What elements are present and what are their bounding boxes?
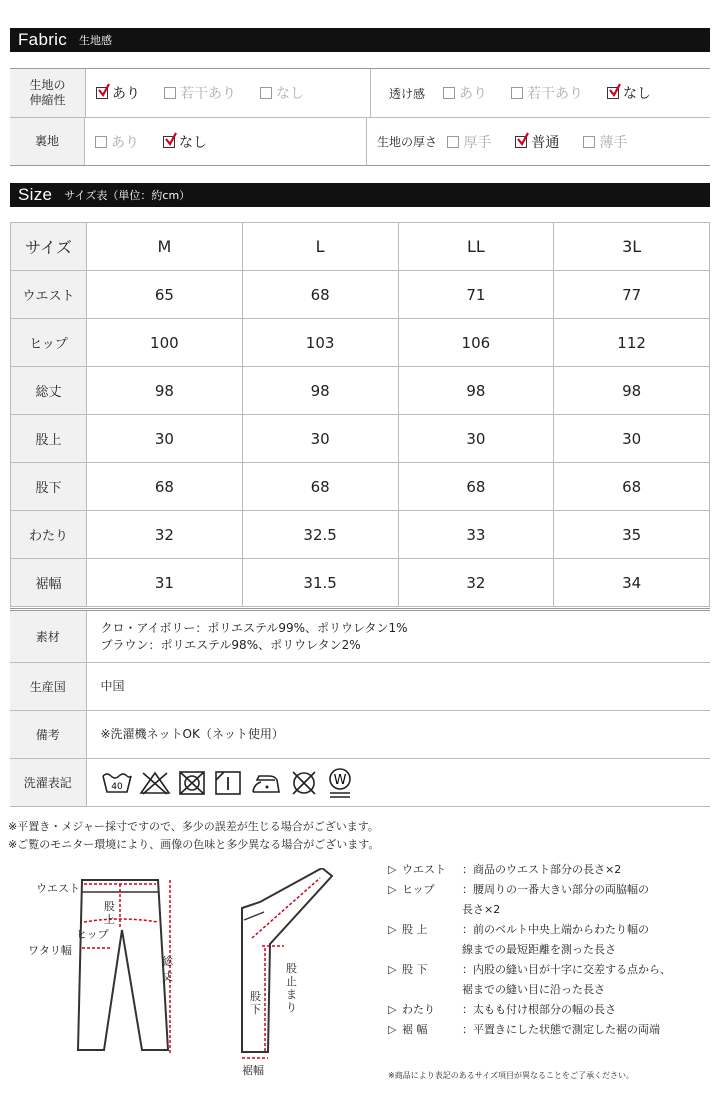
- size-row: [11, 415, 710, 463]
- fabric-label: 透け感: [388, 86, 425, 101]
- checkmark-icon: [609, 83, 621, 97]
- definition-cont: 線までの最短距離を測った長さ: [462, 943, 616, 956]
- fabric-option: [607, 83, 651, 103]
- option-label: あり: [112, 86, 140, 102]
- triangle-icon: ▷: [388, 883, 397, 896]
- fabric-option: [515, 132, 559, 152]
- fabric-title: Fabric: [18, 30, 68, 49]
- fabric-header: [10, 28, 710, 52]
- fabric-label: 裏地: [10, 118, 85, 165]
- diagram-hip-label: ヒップ: [76, 928, 109, 941]
- diagram-length-label: 総丈: [162, 955, 173, 983]
- size-row: [11, 511, 710, 559]
- checkbox: [164, 87, 176, 99]
- fabric-option: [163, 132, 207, 152]
- checkmark-icon: [517, 132, 529, 146]
- size-cell: 103: [242, 319, 398, 367]
- checkbox: [515, 136, 527, 148]
- diagram-thigh-label: ワタリ幅: [28, 944, 72, 957]
- size-cell: 31.5: [242, 559, 398, 607]
- definition-item: ▷ ウエスト ： 商品のウエスト部分の長さ×2: [388, 860, 720, 880]
- size-column-1: L: [242, 223, 398, 271]
- option-label: 若干あり: [527, 86, 583, 102]
- notes-value: ※洗濯機ネットOK（ネット使用）: [86, 711, 710, 759]
- fabric-option: [447, 132, 491, 152]
- size-row: [11, 319, 710, 367]
- size-cell: 106: [398, 319, 554, 367]
- definition-item: ▷ わたり ： 太もも付け根部分の幅の長さ: [388, 1000, 720, 1020]
- option-label: 若干あり: [180, 86, 236, 102]
- size-cell: 68: [87, 463, 243, 511]
- no-bleach-icon: [139, 770, 171, 796]
- fabric-option: [95, 132, 139, 152]
- definition-key: ウエスト: [402, 863, 446, 876]
- diagram-crotch-label: 股止まり: [286, 962, 297, 1014]
- size-row: [11, 271, 710, 319]
- size-row-label: ウエスト: [11, 271, 87, 319]
- definition-text: 前のベルト中央上端からわたり幅の: [473, 923, 649, 936]
- checkbox: [96, 87, 108, 99]
- origin-label: 生産国: [10, 663, 86, 711]
- size-column-2: LL: [398, 223, 554, 271]
- checkbox: [447, 136, 459, 148]
- checkbox: [443, 87, 455, 99]
- no-tumble-dry-icon: [177, 770, 207, 796]
- diagram-hem-label: 裾幅: [242, 1064, 264, 1077]
- material-row: [10, 610, 710, 663]
- triangle-icon: ▷: [388, 963, 397, 976]
- notes-label: 備考: [10, 711, 86, 759]
- origin-value: 中国: [86, 663, 710, 711]
- size-column-0: M: [87, 223, 243, 271]
- size-cell: 30: [242, 415, 398, 463]
- triangle-icon: ▷: [388, 863, 397, 876]
- wet-clean-icon: [325, 767, 355, 799]
- size-header-label: サイズ: [11, 223, 87, 271]
- size-cell: 30: [554, 415, 710, 463]
- size-cell: 68: [398, 463, 554, 511]
- size-cell: 77: [554, 271, 710, 319]
- option-label: あり: [111, 134, 140, 151]
- checkbox: [260, 87, 272, 99]
- checkbox: [511, 87, 523, 99]
- size-row-label: 股下: [11, 463, 87, 511]
- size-row-label: ヒップ: [11, 319, 87, 367]
- fabric-option: [260, 83, 304, 103]
- definition-item: ▷ 裾 幅 ： 平置きにした状態で測定した裾の両端: [388, 1020, 720, 1040]
- size-cell: 68: [242, 463, 398, 511]
- size-header: [10, 183, 710, 207]
- fabric-row: [10, 69, 710, 117]
- size-cell: 68: [554, 463, 710, 511]
- definition-key: 股 上: [402, 923, 428, 936]
- checkmark-icon: [165, 132, 177, 146]
- size-cell: 31: [87, 559, 243, 607]
- definition-cont: 長さ×2: [462, 903, 501, 916]
- size-row-label: 裾幅: [11, 559, 87, 607]
- size-cell: 98: [398, 367, 554, 415]
- pants-front-diagram: [60, 870, 200, 1070]
- size-title: Size: [18, 185, 53, 204]
- definition-text: 商品のウエスト部分の長さ×2: [473, 863, 622, 876]
- material-label: 素材: [10, 610, 86, 663]
- wash-temp: 40: [110, 781, 123, 792]
- triangle-icon: ▷: [388, 923, 397, 936]
- size-cell: 100: [87, 319, 243, 367]
- size-cell: 68: [242, 271, 398, 319]
- checkbox: [583, 136, 595, 148]
- footnote: ※商品により表記のあるサイズ項目が異なることをご了承ください。: [388, 1071, 635, 1080]
- fabric-row: [10, 117, 710, 165]
- size-cell: 30: [398, 415, 554, 463]
- definition-cont: 裾までの縫い目に沿った長さ: [462, 983, 605, 996]
- wash-40-icon: [101, 770, 133, 796]
- size-header-row: [11, 223, 710, 271]
- size-cell: 30: [87, 415, 243, 463]
- checkbox: [607, 87, 619, 99]
- size-row-label: 股上: [11, 415, 87, 463]
- size-cell: 35: [554, 511, 710, 559]
- option-label: 厚手: [463, 134, 492, 151]
- diagram-rise-label: 股上: [104, 900, 115, 926]
- size-cell: 32: [87, 511, 243, 559]
- checkbox: [163, 136, 175, 148]
- size-cell: 32: [398, 559, 554, 607]
- fabric-option: [583, 132, 627, 152]
- triangle-icon: ▷: [388, 1003, 397, 1016]
- option-label: なし: [623, 86, 651, 102]
- fabric-label: 生地の厚さ: [376, 135, 437, 149]
- option-label: 普通: [531, 134, 560, 151]
- definition-key: ヒップ: [402, 883, 435, 896]
- measurement-notes: [8, 818, 379, 854]
- care-label: 洗濯表記: [10, 759, 86, 807]
- note-2: ※ご覧のモニター環境により、画像の色味と多少異なる場合がございます。: [8, 838, 380, 851]
- iron-low-icon: [249, 770, 283, 796]
- size-row: [11, 559, 710, 607]
- fabric-label: 生地の 伸縮性: [10, 69, 86, 117]
- diagram-inseam-label: 股下: [250, 990, 261, 1016]
- material-line-2: ブラウン：ポリエステル98%、ポリウレタン2%: [100, 637, 361, 652]
- care-row: [10, 759, 710, 807]
- definition-item: ▷ ヒップ ： 腰周りの一番大きい部分の両脇幅の: [388, 880, 720, 900]
- size-cell: 33: [398, 511, 554, 559]
- size-cell: 98: [554, 367, 710, 415]
- note-1: ※平置き・メジャー採寸ですので、多少の誤差が生じる場合がございます。: [8, 820, 379, 833]
- size-column-3: 3L: [554, 223, 710, 271]
- measurement-definitions: [388, 860, 720, 1040]
- fabric-subtitle: 生地感: [79, 34, 113, 47]
- wet-mark: W: [333, 772, 346, 788]
- definition-key: わたり: [402, 1003, 435, 1016]
- diagram-waist-label: ウエスト: [36, 882, 80, 895]
- material-line-1: クロ・アイボリー：ポリエステル99%、ポリウレタン1%: [100, 620, 408, 635]
- option-label: あり: [459, 86, 487, 102]
- size-row: [11, 463, 710, 511]
- definition-key: 股 下: [402, 963, 428, 976]
- option-label: なし: [179, 134, 208, 151]
- size-subtitle: サイズ表（単位：約cm）: [64, 189, 191, 202]
- definition-item: ▷ 股 上 ： 前のベルト中央上端からわたり幅の: [388, 920, 720, 940]
- info-table: [10, 608, 710, 807]
- fabric-option: [511, 83, 583, 103]
- size-table: [10, 222, 710, 607]
- definition-item: ▷ 股 下 ： 内股の縫い目が十字に交差する点から、: [388, 960, 720, 980]
- size-cell: 71: [398, 271, 554, 319]
- checkmark-icon: [98, 83, 110, 97]
- fabric-option: [96, 83, 140, 103]
- size-cell: 98: [242, 367, 398, 415]
- definition-text: 内股の縫い目が十字に交差する点から、: [473, 963, 671, 976]
- definition-text: 太もも付け根部分の幅の長さ: [473, 1003, 616, 1016]
- size-row: [11, 367, 710, 415]
- definition-text: 腰周りの一番大きい部分の両脇幅の: [473, 883, 649, 896]
- size-cell: 98: [87, 367, 243, 415]
- option-label: 薄手: [599, 134, 628, 151]
- option-label: なし: [276, 86, 304, 102]
- no-dry-clean-icon: [289, 770, 319, 796]
- checkbox: [95, 136, 107, 148]
- size-cell: 112: [554, 319, 710, 367]
- fabric-option: [443, 83, 487, 103]
- size-cell: 32.5: [242, 511, 398, 559]
- triangle-icon: ▷: [388, 1023, 397, 1036]
- fabric-option: [164, 83, 236, 103]
- notes-row: [10, 711, 710, 759]
- definition-text: 平置きにした状態で測定した裾の両端: [473, 1023, 660, 1036]
- size-cell: 34: [554, 559, 710, 607]
- size-row-label: 総丈: [11, 367, 87, 415]
- definition-key: 裾 幅: [402, 1023, 428, 1036]
- origin-row: [10, 663, 710, 711]
- size-cell: 65: [87, 271, 243, 319]
- line-dry-shade-icon: [213, 770, 243, 796]
- size-row-label: わたり: [11, 511, 87, 559]
- fabric-table: [10, 68, 710, 166]
